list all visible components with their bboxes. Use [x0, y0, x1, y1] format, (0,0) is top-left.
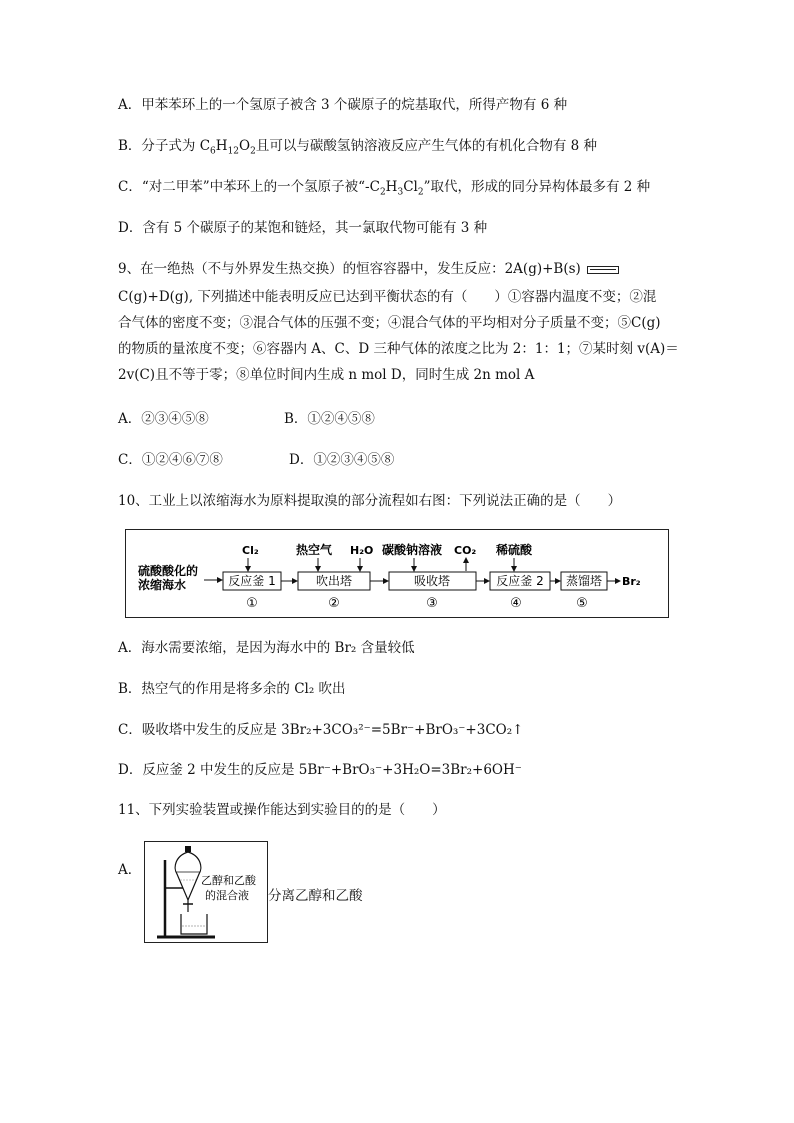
q9-option-b: B．①②④⑤⑧ [284, 411, 375, 427]
q9-option-c: C．①②④⑥⑦⑧ [118, 452, 223, 468]
q9-stem-line2: C(g)+D(g), 下列描述中能表明反应已达到平衡状态的有（ ）①容器内温度不变；②混 [118, 289, 657, 305]
q8-c-sub3: 2 [417, 187, 424, 198]
fig-label-line2: 的混合液 [205, 889, 249, 902]
flow-step-2: ② [328, 596, 340, 611]
flow-box5-label: 蒸馏塔 [565, 574, 603, 588]
q8-option-a: A．甲苯苯环上的一个氢原子被含 3 个碳原子的烷基取代，所得产物有 6 种 [118, 97, 568, 113]
q10-option-d: D．反应釜 2 中发生的反应是 5Br⁻+BrO₃⁻+3H₂O=3Br₂+6OH⁻ [118, 762, 522, 778]
q8-c-mid2: Cl [403, 179, 418, 195]
flow-reagent-cl2: Cl₂ [242, 544, 259, 557]
q8-b-sub2: 12 [227, 146, 240, 157]
q10-option-c: C．吸收塔中发生的反应是 3Br₂+3CO₃²⁻=5Br⁻+BrO₃⁻+3CO₂↑ [118, 722, 524, 738]
flow-input-line1: 硫酸酸化的 [138, 564, 199, 578]
q11-option-a-label: A． [118, 862, 142, 878]
flow-box2-label: 吹出塔 [315, 574, 353, 588]
flow-input-line2: 浓缩海水 [138, 578, 187, 592]
separatory-funnel-icon [175, 852, 201, 900]
q9-stem-line5: 2v(C)且不等于零；⑧单位时间内生成 n mol D，同时生成 2n mol A [118, 367, 535, 383]
flow-box1-label: 反应釜 1 [228, 574, 276, 588]
bromine-flow-diagram [125, 529, 669, 618]
flow-reagent-h2so4: 稀硫酸 [496, 543, 533, 557]
q8-b-pre: B．分子式为 C [118, 138, 211, 154]
q8-option-b [118, 137, 597, 161]
q9-stem-line1 [118, 260, 619, 278]
fig-label-line1: 乙醇和乙酸 [201, 874, 256, 887]
q8-b-post: 且可以与碳酸氢钠溶液反应产生气体的有机化合物有 8 种 [255, 138, 597, 154]
flow-output: Br₂ [622, 575, 641, 588]
q8-b-mid2: O [239, 138, 251, 154]
flow-reagent-hot-air: 热空气 [296, 543, 333, 557]
q8-c-mid1: H [385, 179, 398, 195]
flow-box4-label: 反应釜 2 [496, 574, 544, 588]
q8-option-d: D．含有 5 个碳原子的某饱和链烃，其一氯取代物可能有 3 种 [118, 220, 488, 236]
q9-option-d: D．①②③④⑤⑧ [289, 452, 395, 468]
flow-step-1: ① [246, 596, 258, 611]
q10-option-b: B．热空气的作用是将多余的 Cl₂ 吹出 [118, 681, 346, 697]
q11-stem: 11、下列实验装置或操作能达到实验目的的是（ ） [118, 802, 446, 818]
reversible-equals-icon [587, 266, 619, 274]
q8-option-c [118, 178, 650, 202]
q9-option-a: A．②③④⑤⑧ [118, 411, 209, 427]
q8-c-pre: C．“对二甲苯”中苯环上的一个氢原子被“-C [118, 179, 380, 195]
q9-stem-line3: 合气体的密度不变；③混合气体的压强不变；④混合气体的平均相对分子质量不变；⑤C(g) [118, 315, 661, 331]
flow-box3-label: 吸收塔 [413, 574, 451, 588]
flow-reagent-co2: CO₂ [454, 544, 477, 557]
flow-step-4: ④ [510, 596, 522, 611]
q8-b-sub1: 6 [210, 146, 216, 157]
flow-reagent-h2o: H₂O [350, 544, 374, 557]
q10-stem: 10、工业上以浓缩海水为原料提取溴的部分流程如右图：下列说法正确的是（ ） [118, 493, 622, 509]
q11-option-a-text: 分离乙醇和乙酸 [268, 888, 363, 904]
flow-step-3: ③ [426, 596, 438, 611]
q9-stem-line4: 的物质的量浓度不变；⑥容器内 A、C、D 三种气体的浓度之比为 2：1：1；⑦某时刻 v(A)＝ [118, 341, 679, 357]
beaker-icon [181, 914, 207, 934]
q8-c-sub1: 2 [379, 187, 386, 198]
separatory-funnel-figure [144, 841, 268, 943]
q8-c-post: ”取代，形成的同分异构体最多有 2 种 [423, 179, 651, 195]
flow-reagent-na2co3: 碳酸钠溶液 [382, 543, 443, 557]
q8-c-sub2: 3 [397, 187, 404, 198]
q9-stem-pre: 9、在一绝热（不与外界发生热交换）的恒容容器中，发生反应：2A(g)+B(s) [118, 261, 581, 277]
q10-option-a: A．海水需要浓缩，是因为海水中的 Br₂ 含量较低 [118, 640, 415, 656]
q8-b-sub3: 2 [250, 146, 256, 157]
flow-step-5: ⑤ [576, 596, 588, 611]
q8-b-mid1: H [215, 138, 228, 154]
